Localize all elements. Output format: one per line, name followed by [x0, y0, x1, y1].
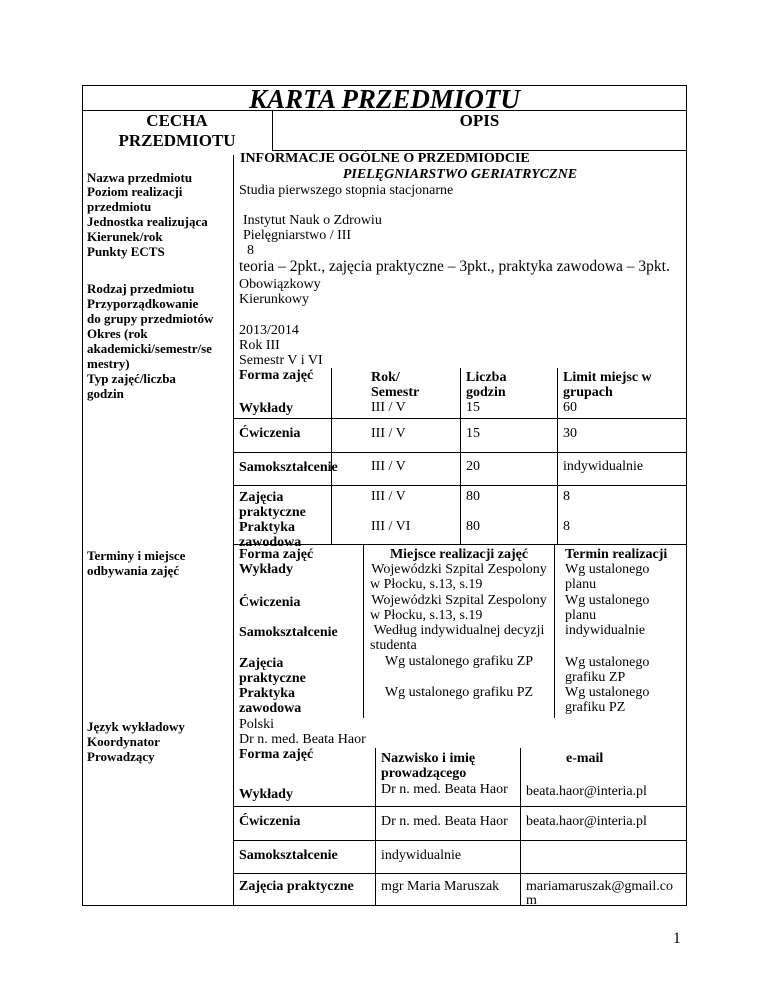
value-ects-detail: teoria – 2pkt., zajęcia praktyczne – 3pkt., praktyka zawodowa – 3pkt.: [239, 258, 670, 275]
terminy-r4-miejsce: Wg ustalonego grafiku ZP: [384, 654, 534, 669]
value-okres-1: 2013/2014: [239, 323, 299, 338]
terminy-header-termin: Termin realizacji: [565, 547, 668, 562]
page-number: 1: [673, 930, 681, 947]
typ-row-divider-3: [233, 485, 686, 486]
label-rodzaj: Rodzaj przedmiotu: [87, 281, 195, 296]
terminy-r1-miejsce-2: w Płocku, s.13, s.19: [370, 577, 483, 592]
typ-row-godziny: 80: [466, 489, 480, 504]
label-prowadzacy: Prowadzący: [87, 749, 155, 764]
typ-row-godziny: 80: [466, 519, 480, 534]
prow-header-nazwisko-1: Nazwisko i imię: [381, 751, 476, 766]
typ-row-limit: indywidualnie: [563, 459, 644, 474]
prow-r1-email: beata.haor@interia.pl: [526, 784, 647, 799]
typ-header-limit-2: grupach: [563, 385, 613, 400]
terminy-header-miejsce: Miejsce realizacji zajęć: [389, 547, 529, 562]
prow-header-email: e-mail: [566, 751, 604, 766]
typ-col-divider-2: [460, 368, 461, 544]
typ-row-forma-1: Zajęcia: [239, 490, 284, 505]
label-poziom-2: przedmiotu: [87, 199, 152, 214]
prow-r2-email: beata.haor@interia.pl: [526, 814, 647, 829]
label-jednostka: Jednostka realizująca: [87, 214, 208, 229]
label-nazwa: Nazwa przedmiotu: [87, 170, 193, 185]
typ-row-forma-2: zawodowa: [239, 535, 302, 550]
typ-row-forma-2: praktyczne: [239, 505, 306, 520]
label-koordynator: Koordynator: [87, 734, 160, 749]
prow-row-divider-2: [233, 840, 686, 841]
typ-row-divider-1: [233, 418, 686, 419]
terminy-r4-termin-2: grafiku ZP: [565, 670, 626, 685]
terminy-r3-miejsce-1: Według indywidualnej decyzji: [373, 623, 545, 638]
typ-row-rok: III / V: [371, 489, 406, 504]
table-border-bottom: [82, 905, 687, 906]
prow-header-forma: Forma zajęć: [239, 747, 314, 762]
prow-r4-email-1: mariamaruszak@gmail.co: [526, 879, 673, 894]
typ-row-limit: 30: [563, 426, 577, 441]
typ-header-forma: Forma zajęć: [239, 368, 314, 383]
terminy-r2-termin-1: Wg ustalonego: [565, 593, 650, 608]
terminy-r5-forma-1: Praktyka: [239, 686, 295, 701]
value-okres-3: Semestr V i VI: [239, 353, 323, 368]
prow-r3-nazwisko: indywidualnie: [381, 848, 462, 863]
header-opis: OPIS: [459, 111, 500, 130]
prow-row-divider-3: [233, 873, 686, 874]
value-przyp: Kierunkowy: [239, 292, 309, 307]
label-kierunek: Kierunek/rok: [87, 229, 163, 244]
terminy-r2-termin-2: planu: [565, 608, 597, 623]
terminy-r1-termin-1: Wg ustalonego: [565, 562, 650, 577]
terminy-r1-miejsce-1: Wojewódzki Szpital Zespolony: [371, 562, 547, 577]
terminy-r1-termin-2: planu: [565, 577, 597, 592]
terminy-r5-termin-1: Wg ustalonego: [565, 685, 650, 700]
label-terminy-1: Terminy i miejsce: [87, 548, 186, 563]
value-jednostka: Instytut Nauk o Zdrowiu: [243, 213, 382, 228]
label-terminy-2: odbywania zajęć: [87, 563, 180, 578]
prow-r2-forma: Ćwiczenia: [239, 814, 301, 829]
prow-row-divider-1: [233, 806, 686, 807]
terminy-r2-miejsce-2: w Płocku, s.13, s.19: [370, 608, 483, 623]
main-col-divider: [233, 155, 234, 906]
prow-r1-forma: Wykłady: [239, 787, 293, 802]
label-typ-2: godzin: [87, 386, 124, 401]
typ-row-forma-1: Praktyka: [239, 520, 295, 535]
terminy-r3-termin: indywidualnie: [565, 623, 646, 638]
label-przyp-2: do grupy przedmiotów: [87, 311, 214, 326]
prow-r4-forma: Zajęcia praktyczne: [239, 879, 354, 894]
terminy-r5-miejsce: Wg ustalonego grafiku PZ: [384, 685, 534, 700]
terminy-r5-termin-2: grafiku PZ: [565, 700, 626, 715]
terminy-header-forma: Forma zajęć: [239, 547, 314, 562]
value-jezyk: Polski: [239, 717, 275, 732]
typ-row-rok: III / V: [371, 400, 406, 415]
terminy-col-divider-2: [554, 544, 555, 718]
typ-header-limit-1: Limit miejsc w: [563, 370, 652, 385]
typ-header-liczba-2: godzin: [466, 385, 506, 400]
value-ects: 8: [247, 243, 254, 258]
typ-row-limit: 60: [563, 400, 577, 415]
terminy-r1-forma: Wykłady: [239, 562, 293, 577]
page-title: KARTA PRZEDMIOTU: [249, 84, 520, 114]
typ-row-godziny: 15: [466, 426, 480, 441]
typ-row-rok: III / V: [371, 426, 406, 441]
prow-r2-nazwisko: Dr n. med. Beata Haor: [381, 814, 508, 829]
header-przedmiotu: PRZEDMIOTU: [118, 131, 236, 150]
label-jezyk: Język wykładowy: [87, 719, 185, 734]
typ-row-divider-2: [233, 452, 686, 453]
prow-col-divider-2: [520, 748, 521, 905]
label-przyp-1: Przyporządkowanie: [87, 296, 199, 311]
value-rodzaj: Obowiązkowy: [239, 277, 321, 292]
value-okres-2: Rok III: [239, 338, 280, 353]
terminy-r2-miejsce-1: Wojewódzki Szpital Zespolony: [371, 593, 547, 608]
label-ects: Punkty ECTS: [87, 244, 165, 259]
typ-row-forma: Ćwiczenia: [239, 426, 301, 441]
terminy-r2-forma: Ćwiczenia: [239, 595, 301, 610]
value-poziom: Studia pierwszego stopnia stacjonarne: [239, 183, 454, 198]
label-poziom-1: Poziom realizacji: [87, 184, 183, 199]
typ-header-rok-1: Rok/: [371, 370, 400, 385]
typ-row-rok: III / VI: [371, 519, 411, 534]
prow-r4-email-2: m: [526, 893, 537, 908]
typ-row-forma: Samokształcenie: [239, 460, 338, 475]
terminy-r4-forma-1: Zajęcia: [239, 656, 284, 671]
label-typ-1: Typ zajęć/liczba: [87, 371, 176, 386]
terminy-r4-termin-1: Wg ustalonego: [565, 655, 650, 670]
value-nazwa: PIELĘGNIARSTWO GERIATRYCZNE: [342, 167, 578, 182]
typ-col-divider-1: [331, 368, 332, 544]
terminy-r5-forma-2: zawodowa: [239, 701, 302, 716]
label-okres-2: akademicki/semestr/se: [87, 341, 212, 356]
table-border-right: [686, 85, 687, 906]
table-border-left: [82, 85, 83, 906]
typ-row-godziny: 20: [466, 459, 480, 474]
typ-header-rok-2: Semestr: [371, 385, 420, 400]
prow-r3-forma: Samokształcenie: [239, 848, 338, 863]
prow-col-divider-1: [375, 748, 376, 905]
terminy-r3-forma: Samokształcenie: [239, 625, 338, 640]
value-koordynator: Dr n. med. Beata Haor: [239, 732, 366, 747]
value-kierunek: Pielęgniarstwo / III: [243, 228, 352, 243]
typ-row-forma: Wykłady: [239, 401, 293, 416]
section-general-info: INFORMACJE OGÓLNE O PRZEDMIODCIE: [240, 151, 530, 166]
prow-r1-nazwisko: Dr n. med. Beata Haor: [381, 782, 508, 797]
typ-col-divider-3: [557, 368, 558, 544]
typ-row-godziny: 15: [466, 400, 480, 415]
prow-header-nazwisko-2: prowadzącego: [381, 766, 467, 781]
typ-row-rok: III / V: [371, 459, 406, 474]
label-okres-3: mestry): [87, 356, 130, 371]
header-cecha: CECHA: [146, 111, 208, 130]
terminy-r4-forma-2: praktyczne: [239, 671, 306, 686]
typ-row-limit: 8: [563, 519, 570, 534]
typ-header-liczba-1: Liczba: [466, 370, 507, 385]
typ-row-limit: 8: [563, 489, 570, 504]
prow-r4-nazwisko: mgr Maria Maruszak: [381, 879, 500, 894]
terminy-r3-miejsce-2: studenta: [370, 638, 417, 653]
label-okres-1: Okres (rok: [87, 326, 148, 341]
